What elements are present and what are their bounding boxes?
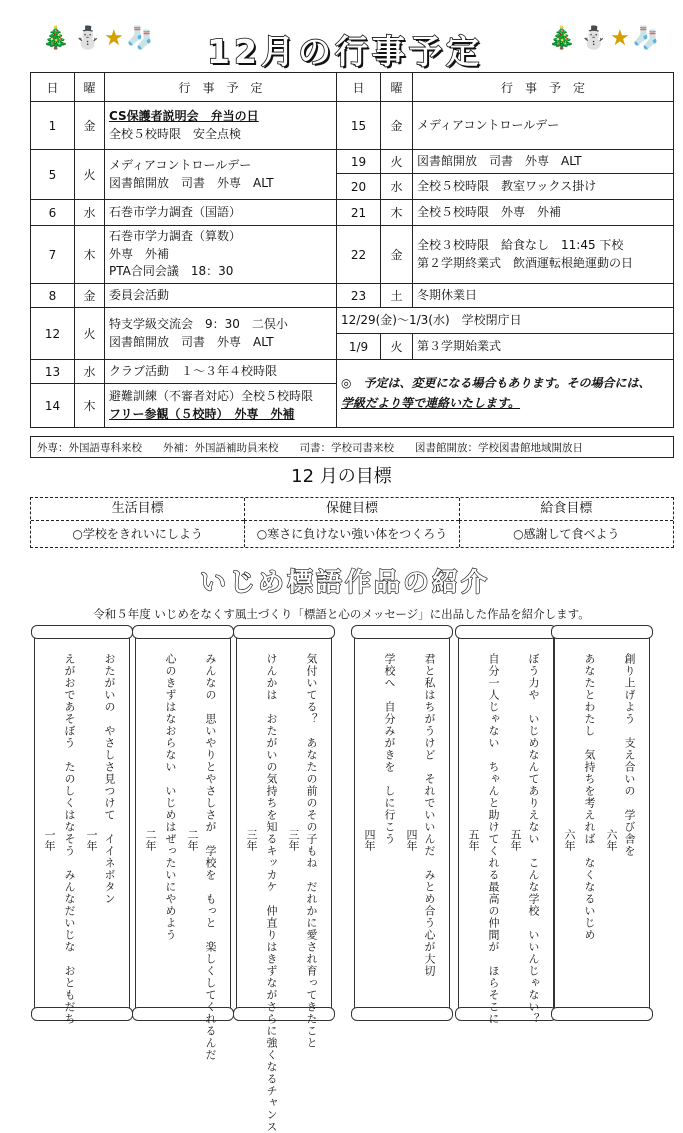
day-cell: 6 [31, 200, 75, 226]
event-line: フリー参観（５校時） 外専 外補 [109, 406, 295, 421]
slogan-grade: 六年 [563, 829, 576, 851]
day-cell: 1 [31, 102, 75, 150]
scroll-top [233, 625, 335, 639]
slogan-text: あなたとわたし 気持ちを考えれば なくなるいじめ [583, 653, 596, 941]
day-cell: 23 [337, 284, 381, 308]
day-cell: 14 [31, 384, 75, 428]
slogan-grade: 三年 [287, 829, 300, 851]
slogan-scroll [236, 628, 332, 1133]
day-cell: 13 [31, 360, 75, 384]
event-cell: 第３学期始業式 [413, 334, 674, 360]
event-line: 図書館開放 司書 外専 ALT [109, 175, 274, 190]
day-cell: 1/9 [337, 334, 381, 360]
scroll-top [551, 625, 653, 639]
abbreviation-legend: 外専：外国語専科来校 外補：外国語補助員来校 司書：学校司書来校 図書館開放：学校図書館地域開放日 [30, 436, 674, 458]
header-dow: 曜 [381, 73, 413, 102]
day-cell: 7 [31, 226, 75, 284]
goal-header: 給食目標 [459, 498, 673, 521]
star-icon: ★ [610, 26, 630, 51]
day-cell: 5 [31, 150, 75, 200]
header-day: 日 [31, 73, 75, 102]
slogan-text: 君と私はちがうけど それでいいんだ みとめ合う心が大切 [423, 653, 436, 977]
event-cell: 全校５校時限 外専 外補 [413, 200, 674, 226]
slogan-text: 自分一人じゃない ちゃんと助けてくれる最高の仲間が ほらそこに [487, 653, 500, 1025]
slogan-text: おたがいの やさしさ見つけて イイネボタン [103, 653, 116, 905]
event-line: 図書館開放 司書 外専 ALT [109, 334, 274, 349]
wreath-icon: 🎄 [42, 26, 70, 51]
slogan-grade: 二年 [186, 829, 199, 851]
event-line: 特支学級交流会 9：30 二俣小 [109, 317, 288, 332]
dow-cell: 火 [75, 150, 105, 200]
slogan-grade: 四年 [363, 829, 376, 851]
day-cell: 19 [337, 150, 381, 174]
event-cell [105, 102, 337, 150]
slogan-grade: 一年 [85, 829, 98, 851]
dow-cell: 水 [75, 200, 105, 226]
scroll-bottom [551, 1007, 653, 1021]
dow-cell: 金 [381, 102, 413, 150]
scroll-bottom [455, 1007, 557, 1021]
closure-note: 12/29(金)～1/3(水) 学校閉庁日 [337, 308, 674, 334]
slogan-text: えがおであそぼう たのしくはなそう みんなだいじな おともだち [63, 653, 76, 1025]
event-line: メディアコントロールデー [109, 158, 252, 173]
page-header [0, 0, 683, 70]
dow-cell: 金 [75, 284, 105, 308]
event-line: 全校３校時限 給食なし 11:45 下校 [417, 238, 624, 253]
goal-value: ○寒さに負けない強い体をつくろう [244, 521, 458, 547]
event-cell: メディアコントロールデー [413, 102, 674, 150]
dow-cell: 木 [381, 200, 413, 226]
event-cell [105, 226, 337, 284]
event-cell: 石巻市学力調査（国語） [105, 200, 337, 226]
dow-cell: 水 [381, 174, 413, 200]
event-line: 全校５校時限 安全点検 [109, 126, 242, 141]
day-cell: 21 [337, 200, 381, 226]
slogan-scroll [554, 628, 650, 1018]
day-cell: 20 [337, 174, 381, 200]
event-cell [105, 150, 337, 200]
header-event: 行 事 予 定 [413, 73, 674, 102]
stocking-icon: 🧦 [632, 26, 660, 51]
scroll-bottom [132, 1007, 234, 1021]
slogan-text: みんなの 思いやりとやさしさが 学校を もっと 楽しくしてくれるんだ [204, 653, 217, 1061]
slogan-scroll [135, 628, 231, 1061]
event-line: 外専 外補 [109, 246, 170, 261]
slogan-grade: 六年 [605, 829, 618, 851]
slogan-text: 気付いてる？ あなたの前のその子もね だれかに愛され育ってきたこと [305, 653, 318, 1049]
event-cell: 委員会活動 [105, 284, 337, 308]
dow-cell: 火 [75, 308, 105, 360]
scroll-bottom [351, 1007, 453, 1021]
slogan-text: 創り上げよう 支え合いの 学び舎を [623, 653, 636, 857]
snowman-icon: ⛄ [74, 26, 102, 51]
day-cell: 8 [31, 284, 75, 308]
page-title: 12月の行事予定 [207, 32, 483, 71]
scroll-bottom [233, 1007, 335, 1021]
scroll-top [455, 625, 557, 639]
wreath-icon: 🎄 [548, 26, 576, 51]
dow-cell: 火 [381, 150, 413, 174]
slogan-text: けんかは おたがいの気持ちを知るキッカケ 仲直りはきずながさらに強くなるチャンス [265, 653, 278, 1133]
dow-cell: 木 [75, 226, 105, 284]
event-line: 第２学期終業式 飲酒運転根絶運動の日 [417, 255, 634, 270]
event-line: PTA合同会議 18：30 [109, 264, 234, 279]
event-line: 石巻市学力調査（算数） [109, 229, 242, 244]
event-cell [105, 308, 337, 360]
scroll-top [31, 625, 133, 639]
goal-value: ○学校をきれいにしよう [72, 527, 203, 541]
event-cell: クラブ活動 １～３年４校時限 [105, 360, 337, 384]
event-cell: 図書館開放 司書 外専 ALT [413, 150, 674, 174]
slogan-grade: 三年 [245, 829, 258, 851]
ijime-title: いじめ標語作品の紹介 [199, 568, 490, 598]
goals-table [30, 497, 674, 548]
goal-header: 生活目標 [31, 498, 244, 521]
dow-cell: 金 [75, 102, 105, 150]
dow-cell: 土 [381, 284, 413, 308]
day-cell: 22 [337, 226, 381, 284]
goals-title: 12 月の目標 [291, 466, 392, 487]
event-line: 避難訓練（不審者対応）全校５校時限 [109, 389, 314, 404]
slogan-scroll [458, 628, 554, 1025]
slogan-scroll [34, 628, 130, 1025]
slogan-text: 心のきずはなおらない いじめはぜったいにやめよう [164, 653, 177, 941]
dow-cell: 金 [381, 226, 413, 284]
scroll-top [132, 625, 234, 639]
day-cell: 12 [31, 308, 75, 360]
event-cell: 冬期休業日 [413, 284, 674, 308]
schedule-note [337, 360, 674, 428]
slogan-grade: 二年 [144, 829, 157, 851]
slogan-grade: 五年 [467, 829, 480, 851]
slogan-text: 学校へ 自分みがきを しに行こう [383, 653, 396, 845]
dow-cell: 水 [75, 360, 105, 384]
event-cell [105, 384, 337, 428]
scroll-bottom [31, 1007, 133, 1021]
header-dow: 曜 [75, 73, 105, 102]
dow-cell: 火 [381, 334, 413, 360]
snowman-icon: ⛄ [580, 26, 608, 51]
slogan-grade: 五年 [509, 829, 522, 851]
slogan-text: ぼう力や いじめなんてありえない こんな学校 いいんじゃない？ [527, 653, 540, 1025]
slogan-grade: 四年 [405, 829, 418, 851]
header-day: 日 [337, 73, 381, 102]
goal-value: ○感謝して食べよう [459, 521, 673, 547]
event-line: CS保護者説明会 弁当の日 [109, 109, 259, 124]
event-cell [413, 226, 674, 284]
stocking-icon: 🧦 [126, 26, 154, 51]
goal-header: 保健目標 [244, 498, 458, 521]
note-line: 学級だより等で連絡いたします。 [341, 395, 521, 410]
star-icon: ★ [104, 26, 124, 51]
day-cell: 15 [337, 102, 381, 150]
slogan-grade: 一年 [43, 829, 56, 851]
schedule-table [30, 72, 674, 428]
scroll-top [351, 625, 453, 639]
note-line: ◎ 予定は、変更になる場合もあります。その場合には、 [341, 376, 651, 391]
slogan-scroll [354, 628, 450, 1018]
ijime-intro: 令和５年度 いじめをなくす風土づくり「標語と心のメッセージ」に出品した作品を紹介します。 [93, 607, 590, 621]
header-event: 行 事 予 定 [105, 73, 337, 102]
dow-cell: 木 [75, 384, 105, 428]
event-cell: 全校５校時限 教室ワックス掛け [413, 174, 674, 200]
